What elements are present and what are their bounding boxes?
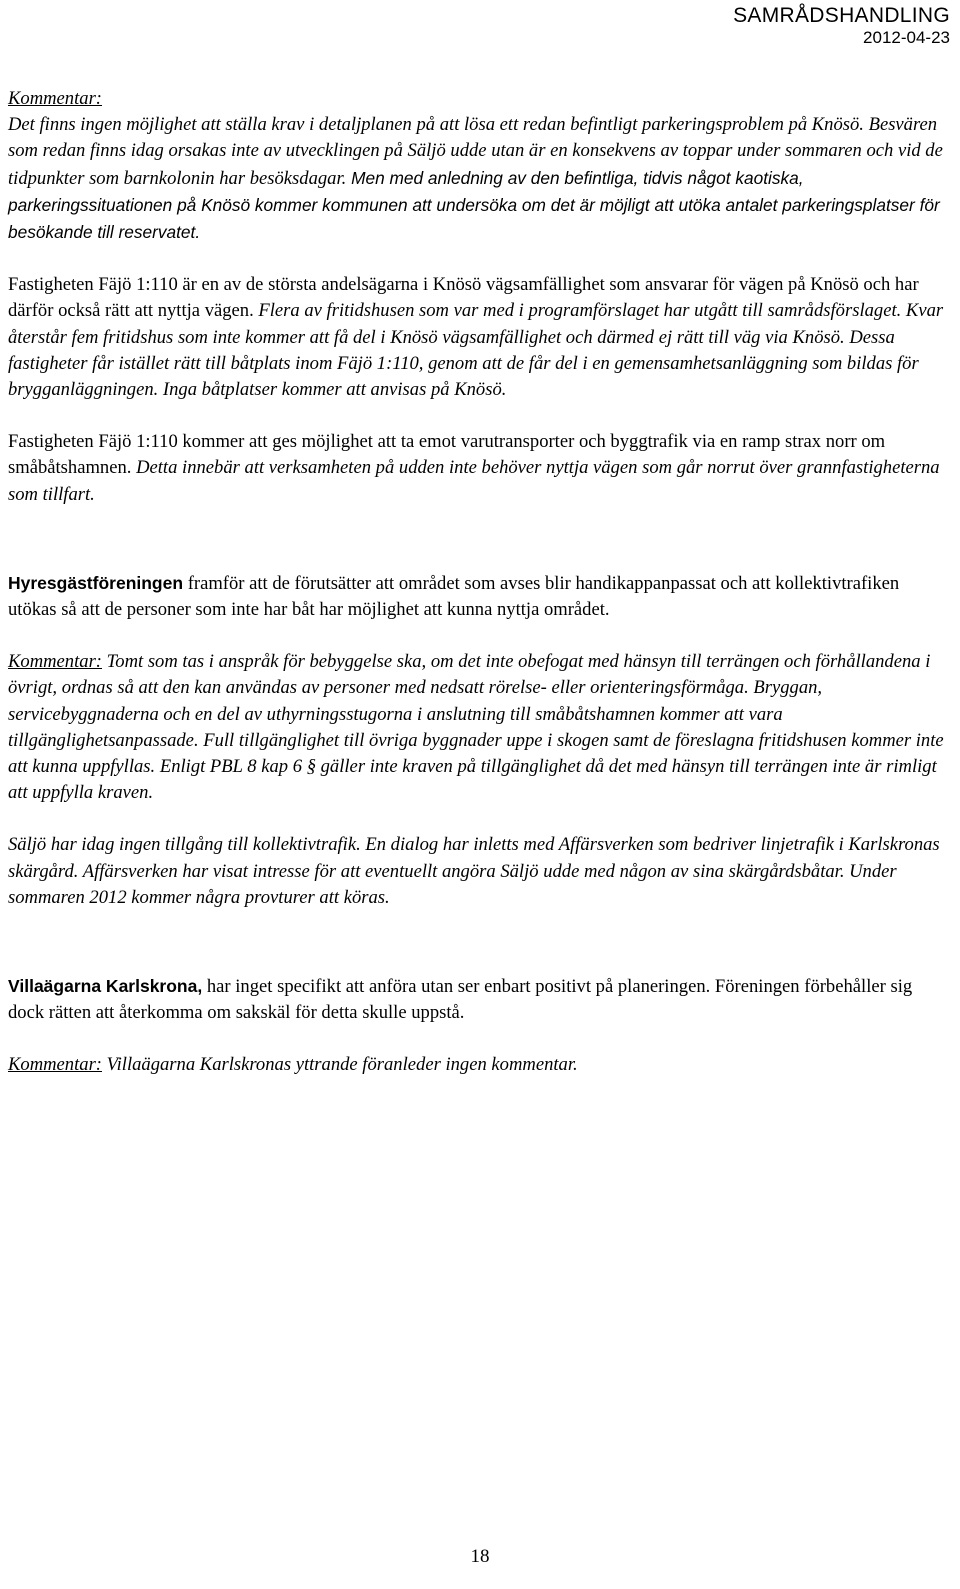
comment-label-text: Kommentar:	[8, 1054, 102, 1076]
page-number: 18	[470, 1546, 490, 1567]
comment-paragraph-villa	[8, 1052, 948, 1078]
paragraph-text-italic: Detta innebär att verksamheten på udden inte behöver nyttja vägen som går norrut över grannfastigheterna som tillfart.	[8, 457, 940, 505]
paragraph-text: framför att de förutsätter att området som avses blir handikappanpassat och att kollektivtrafiken utökas så att de personer som inte har båt har möjlighet att kunna nyttja området.	[8, 572, 900, 621]
paragraph-road-rights	[8, 272, 948, 403]
document-date: 2012-04-23	[863, 28, 950, 48]
page-content	[8, 86, 948, 1079]
comment-paragraph-accessibility	[8, 649, 948, 806]
paragraph-text-italic: Flera av fritidshusen som var med i programförslaget har utgått till samrådsförslaget. Kvar återstår fem fritidshus som inte kommer att få del i Knösö vägsamfällighet och därmed ej rätt till väg via Knösö. Dessa fastigheter får istället rätt till båtplats inom Fäjö 1:110, genom att de får del i en gemensamhetsanläggning som bildas för brygganläggningen. Inga båtplatser kommer att anvisas på Knösö.	[8, 300, 944, 401]
comment-label-text: Kommentar:	[8, 88, 102, 109]
comment-label	[8, 86, 948, 112]
document-status: SAMRÅDSHANDLING	[733, 4, 950, 27]
paragraph-hyresgast	[8, 570, 948, 623]
organization-name: Hyresgästföreningen	[8, 572, 184, 593]
comment-paragraph-parking	[8, 112, 948, 246]
comment-paragraph-transit	[8, 832, 948, 911]
comment-text: Villaägarna Karlskronas yttrande föranleder ingen kommentar.	[102, 1054, 578, 1076]
document-header	[733, 4, 950, 48]
comment-text: Tomt som tas i anspråk för bebyggelse ska, om det inte obefogat med hänsyn till terrängen och förhållandena i övrigt, ordnas så att den kan användas av personer med nedsatt rörelse- eller orienteringsförmåga. Bryggan, servicebyggnaderna och en del av uthyrningsstugorna i anslutning till småbåtshamnen kommer att vara tillgänglighetsanpassade. Full tillgänglighet till övriga byggnader uppe i skogen samt de föreslagna fritidshusen kommer inte att kunna uppfyllas. Enligt PBL 8 kap 6 § gäller inte kraven på tillgänglighet då det med hänsyn till terrängen inte är rimligt att uppfylla kraven.	[8, 651, 944, 804]
comment-text: Det finns ingen möjlighet att ställa krav i detaljplanen på att lösa ett redan befintligt parkeringsproblem på Knösö. Besvären som redan finns idag orsakas inte av utvecklingen på Säljö udde utan är en konsekvens av toppar under sommaren och vid de tidpunkter som barnkolonin har besöksdagar.	[8, 114, 943, 189]
paragraph-text-upright: Fastigheten Fäjö 1:110 är en av de största andelsägarna i Knösö vägsamfällighet som ansvarar för vägen på Knösö och har därför också rätt att nyttja vägen.	[8, 274, 919, 322]
comment-text: Säljö har idag ingen tillgång till kollektivtrafik. En dialog har inletts med Affärsverken som bedriver linjetrafik i Karlskronas skärgård. Affärsverken har visat intresse för att eventuellt angöra Säljö udde med någon av sina skärgårdsbåtar. Under sommaren 2012 kommer några provturer att köras.	[8, 834, 940, 908]
paragraph-text-upright: Fastigheten Fäjö 1:110 kommer att ges möjlighet att ta emot varutransporter och byggtrafik via en ramp strax norr om småbåtshamnen.	[8, 431, 886, 479]
paragraph-transport	[8, 429, 948, 508]
paragraph-text: har inget specifikt att anföra utan ser enbart positivt på planeringen. Föreningen förbehåller sig dock rätten att återkomma om sakskäl för detta skulle uppstå.	[8, 976, 913, 1024]
comment-label-text: Kommentar:	[8, 651, 102, 673]
organization-name: Villaägarna Karlskrona,	[8, 976, 203, 997]
paragraph-villaagarna	[8, 973, 948, 1026]
comment-text-sans: Men med anledning av den befintliga, tidvis något kaotiska, parkeringssituationen på Knösö kommer kommunen att undersöka om det är möjligt att utöka antalet parkeringsplatser för besökande till reservatet.	[8, 167, 940, 243]
